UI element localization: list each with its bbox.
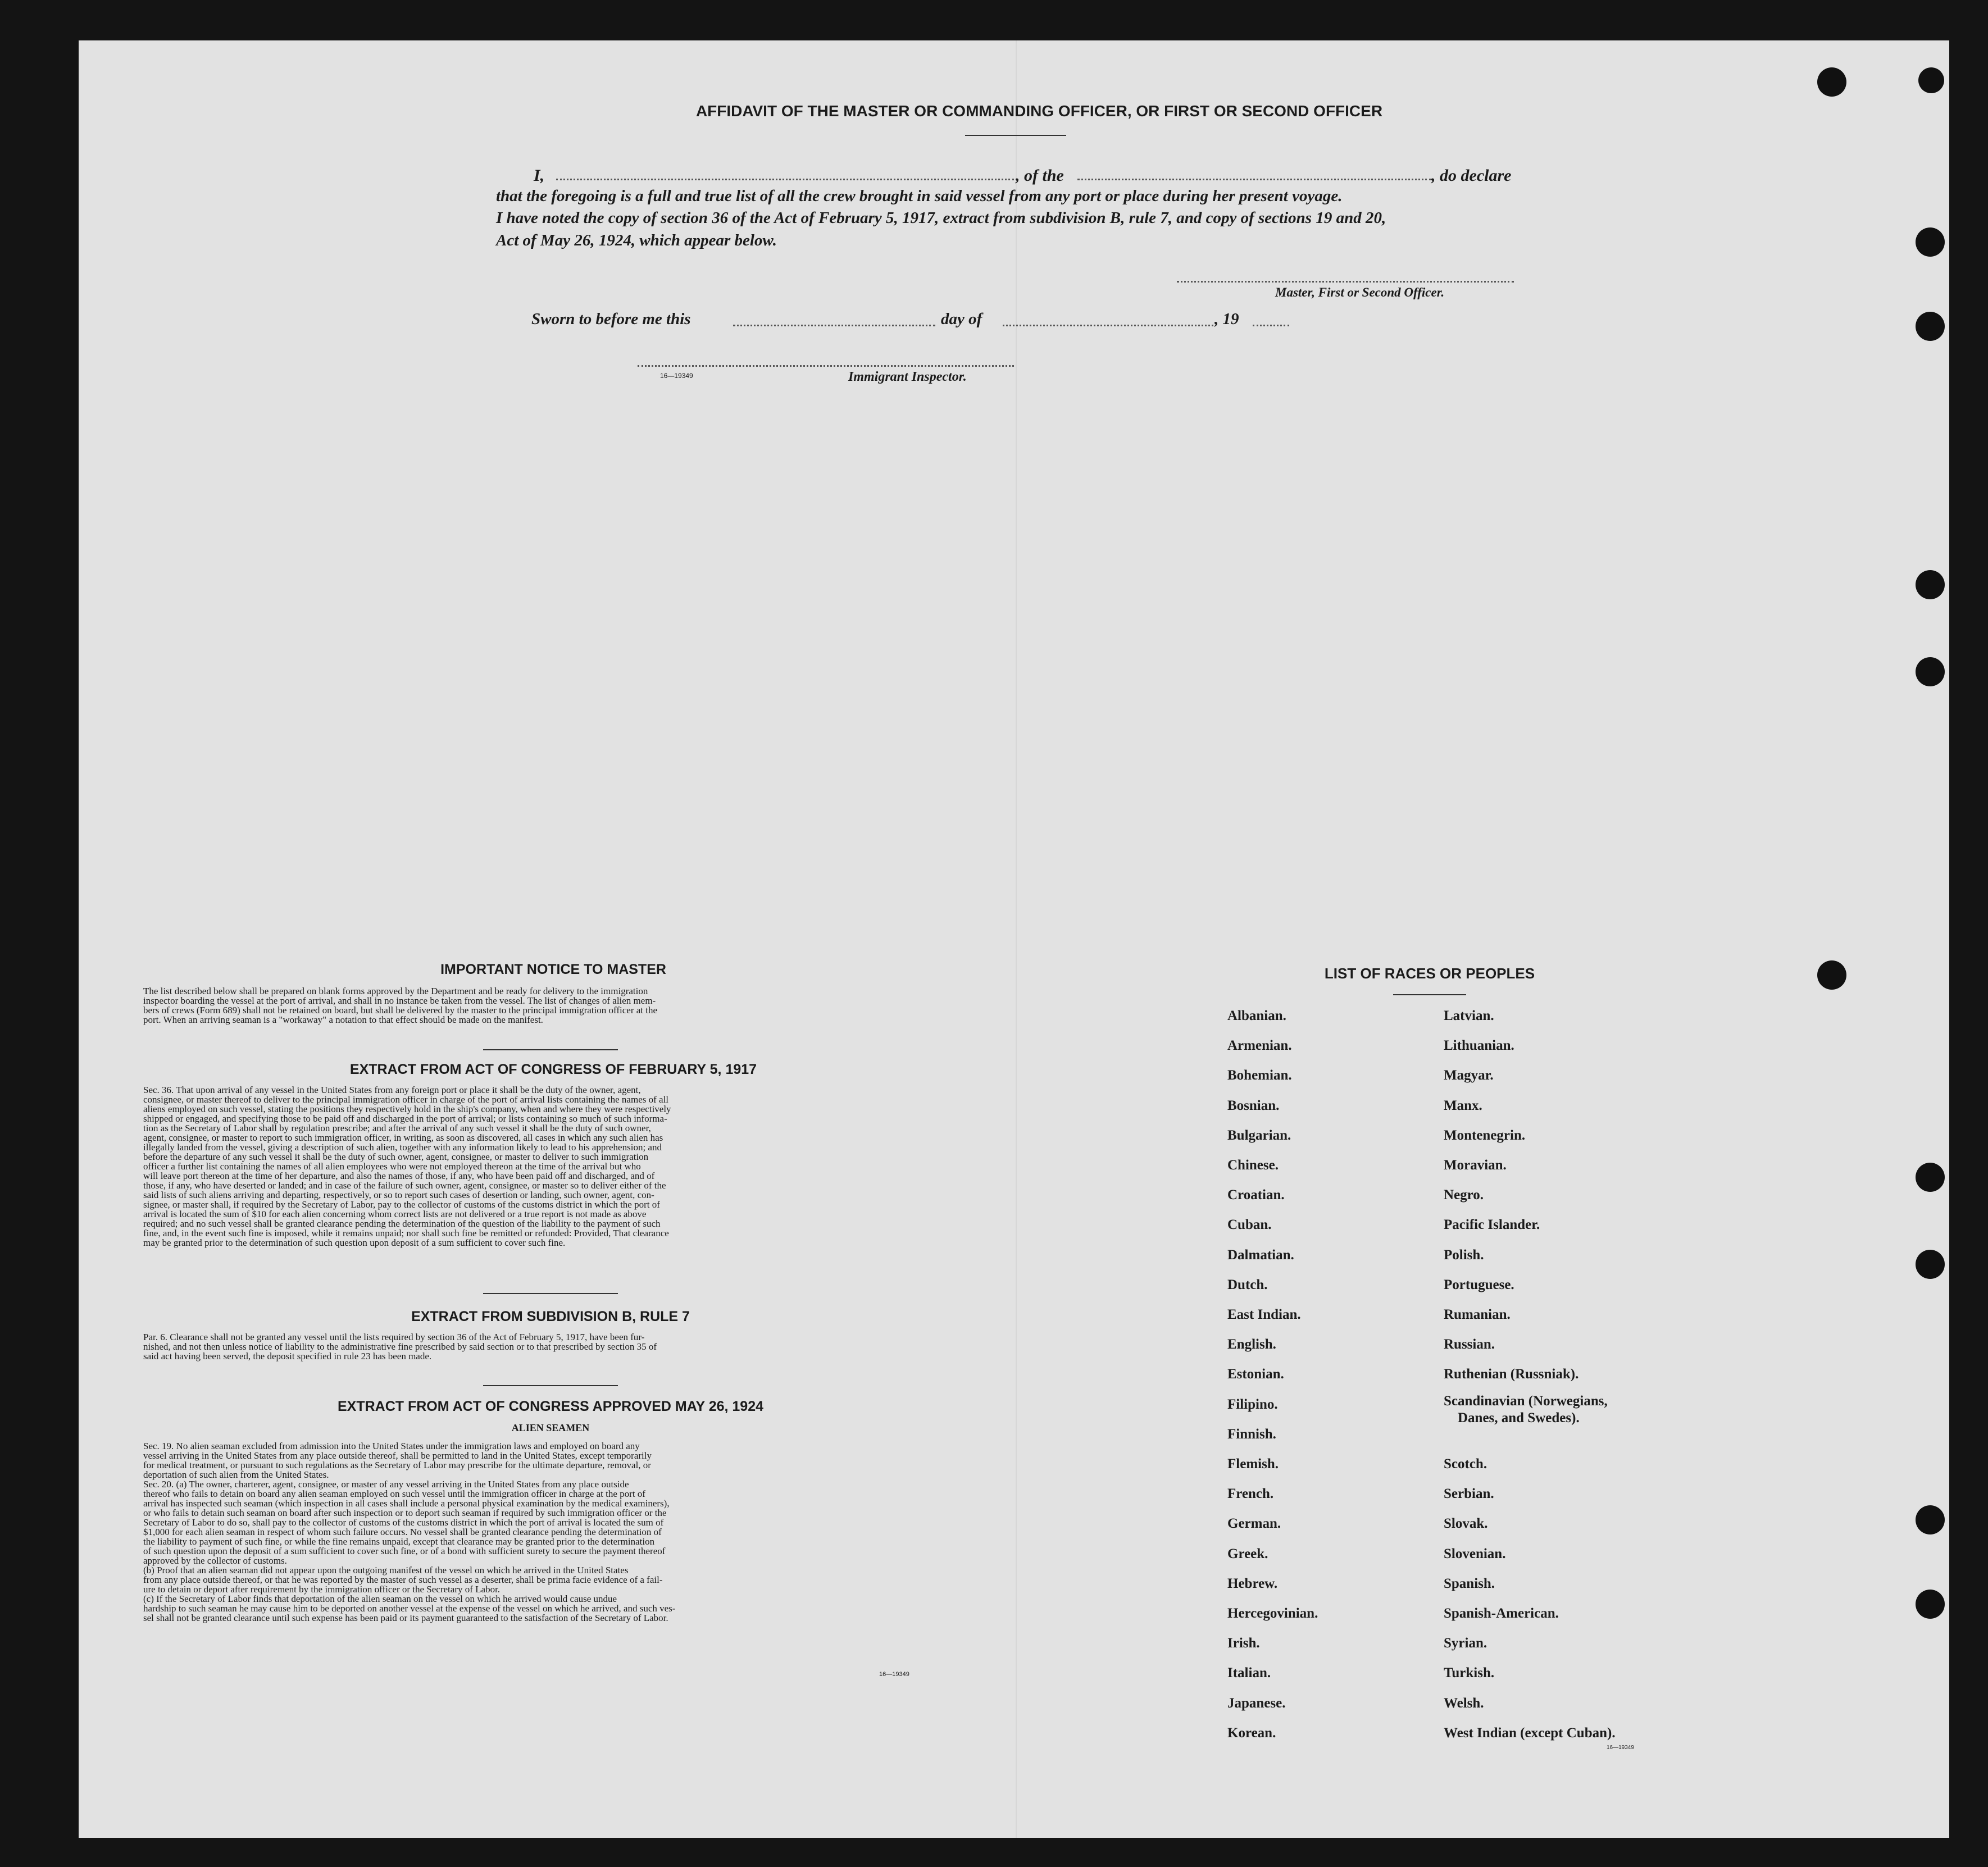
race-item: English. (1227, 1337, 1276, 1353)
extract-1924-title: EXTRACT FROM ACT OF CONGRESS APPROVED MAY 26, 1924 (337, 1399, 764, 1414)
race-item: Hebrew. (1227, 1575, 1278, 1591)
race-item: Scotch. (1444, 1456, 1487, 1472)
race-item: Spanish-American. (1444, 1606, 1559, 1621)
name-blank (556, 179, 1014, 180)
master-signature-caption: Master, First or Second Officer. (1275, 285, 1445, 299)
sworn-label: Sworn to before me this (531, 310, 691, 328)
race-item: Korean. (1227, 1725, 1276, 1741)
race-item: Slovak. (1444, 1516, 1488, 1532)
race-item: Slovenian. (1444, 1546, 1506, 1561)
race-item: Dalmatian. (1227, 1247, 1294, 1263)
race-item: Flemish. (1227, 1456, 1279, 1472)
extract-rule7-text: Par. 6. Clearance shall not be granted any vessel until the lists required by section 36 of the Act of February 5, 1917, have been fur- nished, and not then unless notice of liability to the administrative fine prescribed by said section or to that prescribed by section 35 of said act having been served, the deposit specified in rule 23 has been made. (143, 1332, 657, 1361)
race-item: Scandinavian (Norwegians, (1444, 1393, 1608, 1409)
race-item: Chinese. (1227, 1158, 1279, 1173)
race-item: Moravian. (1444, 1158, 1507, 1173)
punch-hole (1916, 657, 1945, 686)
races-rule (1393, 994, 1466, 995)
race-item: Manx. (1444, 1098, 1482, 1113)
punch-hole (1916, 1250, 1945, 1279)
punch-hole (1916, 227, 1945, 257)
race-item: Hercegovinian. (1227, 1606, 1318, 1621)
race-item: Bulgarian. (1227, 1127, 1291, 1143)
notice-rule (483, 1049, 618, 1050)
race-item: Ruthenian (Russniak). (1444, 1367, 1579, 1382)
race-item: German. (1227, 1516, 1281, 1532)
race-item: Negro. (1444, 1187, 1484, 1203)
year-prefix: , 19 (1214, 310, 1239, 328)
sworn-day-blank (733, 325, 935, 326)
notice-text: The list described below shall be prepared on blank forms approved by the Department and be ready for delivery to the immigration inspector boarding the vessel at the port of arrival, and shall in no instance be taken from the vessel. The list of changes of alien mem- bers of crews (Form 689) shall not be retained on board, but shall be delivered by the master to the principal immigration officer at the port. When an arriving seaman is a "workaway" a notation to that effect should be made on the manifest. (143, 986, 658, 1025)
extract-rule7-title: EXTRACT FROM SUBDIVISION B, RULE 7 (411, 1309, 690, 1324)
year-blank (1253, 325, 1289, 326)
extract-1917-text: Sec. 36. That upon arrival of any vessel in the United States from any foreign port or place it shall be the duty of the owner, agent, consignee, or master thereof to deliver to the principal immigration officer in charge of the port of arrival lists containing the names of all aliens employed on such vessel, stating the positions they respectively hold in the ship's company, when and where they were respectively shipped or engaged, and specifying those to be paid off and discharged in the port of arrival; or lists containing so much of such informa- tion as the Secretary of Labor shall by regulation prescribe; and after the arrival of any such vessel it shall be the duty of such owner, agent, consignee, or master to report to such immigration officer, in writing, as soon as discovered, all cases in which any such alien has illegally landed from the vessel, giving a description of such alien, together with any information likely to lead to his apprehension; and before the departure of any such vessel it shall be the duty of such owner, agent, consignee, or master to deliver to such immigration officer a further list containing the names of all alien employees who were not employed thereon at the time of the arrival but who will leave port thereon at the time of her departure, and also the names of those, if any, who have been paid off and discharged, and of those, if any, who have deserted or landed; and in case of the failure of such owner, agent, consignee, or master so to deliver either of the said lists of such aliens arriving and departing, respectively, or so to report such cases of desertion or landing, such owner, agent, con- signee, or master shall, if required by the Secretary of Labor, pay to the collector of customs of the customs district in which the port of arrival is located the sum of $10 for each alien concerning whom correct lists are not delivered or a true report is not made as above required; and no such vessel shall be granted clearance pending the determination of the question of the liability to the payment of such fine, and, in the event such fine is imposed, while it remains unpaid; nor shall such fine be remitted or refunded: Provided, That clearance may be granted prior to the determination of such question upon deposit of a sum sufficient to cover such fine. (143, 1085, 671, 1248)
race-item: Rumanian. (1444, 1307, 1511, 1322)
form-number-top: 16—19349 (660, 372, 693, 380)
form-number-left: 16—19349 (879, 1671, 909, 1678)
races-title: LIST OF RACES OR PEOPLES (1324, 965, 1535, 982)
race-item: Polish. (1444, 1247, 1484, 1263)
race-item: Danes, and Swedes). (1458, 1410, 1580, 1426)
race-item: Lithuanian. (1444, 1038, 1514, 1054)
race-item: Turkish. (1444, 1665, 1495, 1681)
race-item: French. (1227, 1486, 1274, 1502)
race-item: Latvian. (1444, 1008, 1494, 1023)
punch-hole (1817, 67, 1846, 97)
punch-hole (1916, 312, 1945, 341)
affidavit-line3: I have noted the copy of section 36 of the Act of February 5, 1917, extract from subdivision B, rule 7, and copy of sections 19 and 20, (496, 209, 1386, 227)
inspector-caption: Immigrant Inspector. (848, 370, 967, 384)
race-item: Filipino. (1227, 1396, 1278, 1412)
race-item: Magyar. (1444, 1068, 1494, 1083)
master-signature-line (1177, 281, 1514, 283)
race-item: Estonian. (1227, 1367, 1284, 1382)
extract-1924-text: Sec. 19. No alien seaman excluded from admission into the United States under the immigration laws and employed on board any vessel arriving in the United States from any place outside thereof, shall be permitted to land in the United States, except temporarily for medical treatment, or pursuant to such regulations as the Secretary of Labor may prescribe for the ultimate departure, removal, or deportation of such alien from the United States. Sec. 20. (a) The owner, charterer, agent, consignee, or master of any vessel arriving in the United States from any place outside thereof who fails to detain on board any alien seaman employed on such vessel until the immigration officer in charge at the port of arrival has inspected such seaman (which inspection in all cases shall include a personal physical examination by the medical examiners), or who fails to detain such seaman on board after such inspection or to deport such seaman if required by such immigration officer or the Secretary of Labor to do so, shall pay to the collector of customs of the customs district in which the port of arrival is located the sum of $1,000 for each alien seaman in respect of whom such failure occurs. No vessel shall be granted clearance pending the determination of the liability to payment of such fine, or while the fine remains unpaid, except that clearance may be granted prior to the determination of such question upon the deposit of a sum sufficient to cover such fine, or of a bond with sufficient surety to secure the payment thereof approved by the collector of customs. (b) Proof that an alien seaman did not appear upon the outgoing manifest of the vessel on which he arrived in the United States from any place outside thereof, or that he was reported by the master of such vessel as a deserter, shall be prima facie evidence of a fail- ure to detain or deport after requirement by the immigration officer or the Secretary of Labor. (c) If the Secretary of Labor finds that deportation of the alien seaman on the vessel on which he arrived would cause undue hardship to such seaman he may cause him to be deported on another vessel at the expense of the vessel on which he arrived, and such ves- sel shall not be granted clearance until such expense has been paid or its payment guaranteed to the satisfaction of the Secretary of Labor. (143, 1441, 676, 1623)
race-item: Serbian. (1444, 1486, 1494, 1502)
race-item: Bosnian. (1227, 1098, 1280, 1113)
race-item: Croatian. (1227, 1187, 1285, 1203)
punch-hole (1916, 570, 1945, 599)
title-rule (965, 135, 1066, 136)
affidavit-line4: Act of May 26, 1924, which appear below. (496, 231, 777, 249)
race-item: Russian. (1444, 1337, 1495, 1353)
race-item: Albanian. (1227, 1008, 1286, 1023)
vessel-blank (1077, 179, 1431, 180)
sworn-month-blank (1003, 325, 1213, 326)
extract-1917-rule (483, 1293, 618, 1294)
affidavit-line2: that the foregoing is a full and true list of all the crew brought in said vessel from any port or place during her present voyage. (496, 187, 1343, 205)
punch-hole (1916, 1163, 1945, 1192)
race-item: Montenegrin. (1444, 1127, 1526, 1143)
race-item: Cuban. (1227, 1217, 1272, 1233)
affidavit-declare: , do declare (1431, 166, 1512, 185)
affidavit-i: I, (534, 166, 545, 185)
race-item: Welsh. (1444, 1695, 1484, 1711)
race-item: Japanese. (1227, 1695, 1286, 1711)
day-of-label: day of (941, 310, 982, 328)
extract-rule7-rule (483, 1385, 618, 1386)
race-item: Armenian. (1227, 1038, 1292, 1054)
affidavit-title: AFFIDAVIT OF THE MASTER OR COMMANDING OFFICER, OR FIRST OR SECOND OFFICER (695, 102, 1383, 120)
page-fold (1016, 40, 1017, 1838)
race-item: Finnish. (1227, 1426, 1276, 1442)
inspector-signature-line (638, 365, 1014, 367)
race-item: West Indian (except Cuban). (1444, 1725, 1616, 1741)
punch-hole (1916, 1505, 1945, 1534)
extract-1924-subtitle: ALIEN SEAMEN (511, 1422, 590, 1433)
race-item: Greek. (1227, 1546, 1268, 1561)
punch-hole (1918, 67, 1944, 93)
race-item: Bohemian. (1227, 1068, 1292, 1083)
form-number-right: 16—19349 (1607, 1745, 1634, 1751)
notice-title: IMPORTANT NOTICE TO MASTER (440, 962, 666, 977)
race-item: Irish. (1227, 1636, 1260, 1651)
race-item: Syrian. (1444, 1636, 1487, 1651)
punch-hole (1916, 1590, 1945, 1619)
race-item: Dutch. (1227, 1277, 1268, 1292)
affidavit-of-the: , of the (1016, 166, 1064, 185)
race-item: Italian. (1227, 1665, 1271, 1681)
race-item: Spanish. (1444, 1575, 1495, 1591)
race-item: Pacific Islander. (1444, 1217, 1540, 1233)
punch-hole (1817, 960, 1846, 990)
race-item: Portuguese. (1444, 1277, 1514, 1292)
extract-1917-title: EXTRACT FROM ACT OF CONGRESS OF FEBRUARY 5, 1917 (349, 1062, 757, 1077)
race-item: East Indian. (1227, 1307, 1301, 1322)
